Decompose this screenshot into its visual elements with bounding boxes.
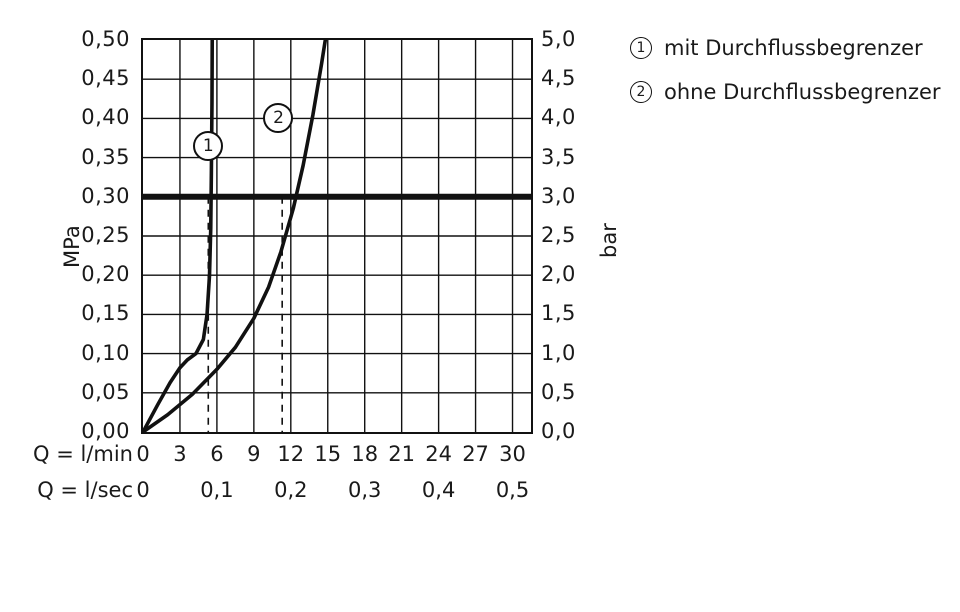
legend bbox=[630, 36, 941, 124]
y-tick-right: 1,5 bbox=[541, 301, 576, 326]
y-tick-left: 0,15 bbox=[81, 301, 130, 326]
plot-svg bbox=[143, 40, 531, 432]
x-axis-row bbox=[0, 444, 960, 470]
y-tick-left: 0,00 bbox=[81, 419, 130, 443]
x-tick: 3 bbox=[173, 442, 187, 466]
y-tick-right: 3,5 bbox=[541, 144, 576, 169]
y-axis-left-title: MPa bbox=[60, 225, 84, 268]
x-tick: 21 bbox=[388, 442, 416, 466]
y-tick-right: 0,5 bbox=[541, 379, 576, 404]
x-tick: 18 bbox=[351, 442, 379, 466]
y-tick-right: 4,0 bbox=[541, 105, 576, 130]
y-tick-right: 4,5 bbox=[541, 66, 576, 91]
x-tick: 0,1 bbox=[200, 478, 234, 502]
y-tick-left: 0,25 bbox=[81, 223, 130, 247]
x-tick: 9 bbox=[247, 442, 261, 466]
x-axis-row-label: Q = l/sec bbox=[37, 478, 133, 502]
y-axis-right-title: bar bbox=[597, 223, 621, 258]
x-axis-row bbox=[0, 480, 960, 506]
y-tick-right: 2,5 bbox=[541, 223, 576, 247]
y-tick-left: 0,40 bbox=[81, 105, 130, 130]
callout-badge-1: 1 bbox=[193, 131, 223, 161]
x-axis-row-label: Q = l/min bbox=[33, 442, 133, 466]
legend-item bbox=[630, 36, 941, 60]
y-tick-left: 0,45 bbox=[81, 66, 130, 91]
y-tick-left: 0,20 bbox=[81, 262, 130, 287]
y-tick-right: 1,0 bbox=[541, 340, 576, 365]
legend-item bbox=[630, 80, 941, 104]
x-tick: 0,2 bbox=[274, 478, 308, 502]
y-tick-right: 5,0 bbox=[541, 27, 576, 51]
y-tick-left: 0,50 bbox=[81, 27, 130, 51]
x-tick: 27 bbox=[462, 442, 489, 466]
x-tick: 24 bbox=[425, 442, 452, 466]
y-tick-left: 0,30 bbox=[81, 183, 130, 208]
legend-label-1: mit Durchflussbegrenzer bbox=[664, 36, 923, 60]
y-tick-right: 2,0 bbox=[541, 262, 576, 287]
y-tick-right: 3,0 bbox=[541, 183, 576, 208]
x-tick: 0 bbox=[136, 478, 150, 502]
legend-label-2: ohne Durchflussbegrenzer bbox=[664, 80, 941, 104]
legend-badge-1: 1 bbox=[630, 37, 652, 59]
y-tick-right: 0,0 bbox=[541, 419, 576, 443]
legend-badge-2: 2 bbox=[630, 81, 652, 103]
x-tick: 15 bbox=[314, 442, 342, 466]
x-tick: 0,4 bbox=[421, 478, 456, 502]
plot-area bbox=[141, 38, 533, 434]
y-tick-left: 0,35 bbox=[81, 144, 130, 169]
x-tick: 6 bbox=[210, 442, 224, 466]
x-tick: 0,5 bbox=[495, 478, 530, 502]
x-tick: 30 bbox=[499, 442, 526, 466]
x-tick: 12 bbox=[277, 442, 305, 466]
x-tick: 0,3 bbox=[348, 478, 382, 502]
y-tick-left: 0,05 bbox=[81, 379, 130, 404]
x-tick: 0 bbox=[136, 442, 150, 466]
y-tick-left: 0,10 bbox=[81, 340, 130, 365]
callout-badge-2: 2 bbox=[263, 103, 293, 133]
